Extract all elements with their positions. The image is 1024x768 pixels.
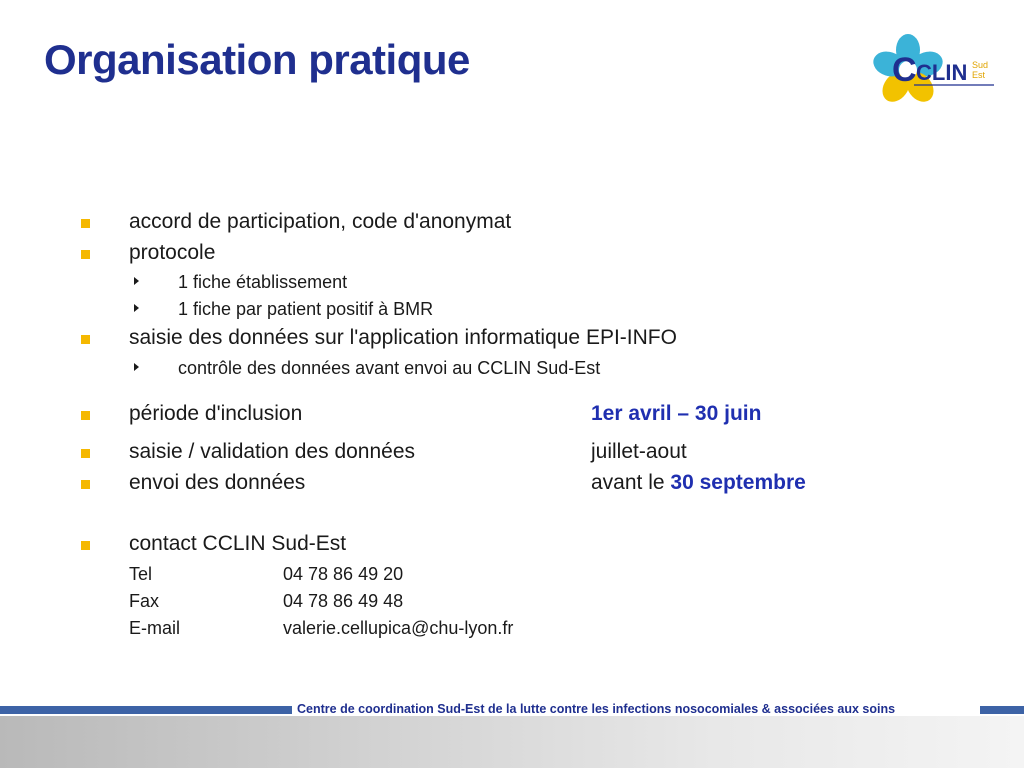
contact-key: Fax	[129, 591, 160, 611]
square-bullet-icon	[81, 335, 90, 344]
item-text: protocole	[129, 241, 216, 264]
schedule-value: 1er avril – 30 juin	[591, 402, 762, 425]
square-bullet-icon	[81, 219, 90, 228]
contact-label: contact CCLIN Sud-Est	[129, 532, 347, 555]
svg-text:Sud: Sud	[972, 60, 989, 70]
square-bullet-icon	[81, 541, 90, 550]
arrow-bullet-icon	[134, 277, 139, 285]
item-text: 1 fiche par patient positif à BMR	[178, 299, 434, 319]
footer-text: Centre de coordination Sud-Est de la lutte contre les infections nosocomiales & associées aux soins	[297, 702, 896, 716]
schedule-label: saisie / validation des données	[129, 440, 416, 463]
schedule-label: envoi des données	[129, 471, 306, 494]
arrow-bullet-icon	[134, 363, 139, 371]
arrow-bullet-icon	[134, 304, 139, 312]
contact-key: Tel	[129, 564, 153, 584]
contact-value: 04 78 86 49 48	[283, 591, 404, 611]
square-bullet-icon	[81, 250, 90, 259]
square-bullet-icon	[81, 411, 90, 420]
contact-value: 04 78 86 49 20	[283, 564, 404, 584]
schedule-label: période d'inclusion	[129, 402, 303, 425]
schedule-value: avant le 30 septembre	[591, 471, 806, 494]
footer-bar-left	[0, 706, 292, 714]
item-text: 1 fiche établissement	[178, 272, 348, 292]
footer-bar-right	[980, 706, 1024, 714]
footer-band	[0, 716, 1024, 768]
schedule-value: juillet-aout	[591, 440, 687, 463]
item-text: accord de participation, code d'anonymat	[129, 210, 512, 233]
contact-key: E-mail	[129, 618, 181, 638]
item-text: contrôle des données avant envoi au CCLIN Sud-Est	[178, 358, 601, 378]
cclin-logo	[870, 34, 1000, 104]
square-bullet-icon	[81, 480, 90, 489]
item-text: saisie des données sur l'application informatique EPI-INFO	[129, 326, 677, 349]
svg-text:CLIN: CLIN	[916, 60, 968, 85]
contact-email-link[interactable]: valerie.cellupica@chu-lyon.fr	[283, 618, 514, 638]
square-bullet-icon	[81, 449, 90, 458]
svg-text:Est: Est	[972, 70, 986, 80]
svg-text:C: C	[892, 51, 917, 89]
slide-title: Organisation pratique	[44, 36, 470, 83]
cclin-flower-logo-icon	[870, 34, 1000, 104]
